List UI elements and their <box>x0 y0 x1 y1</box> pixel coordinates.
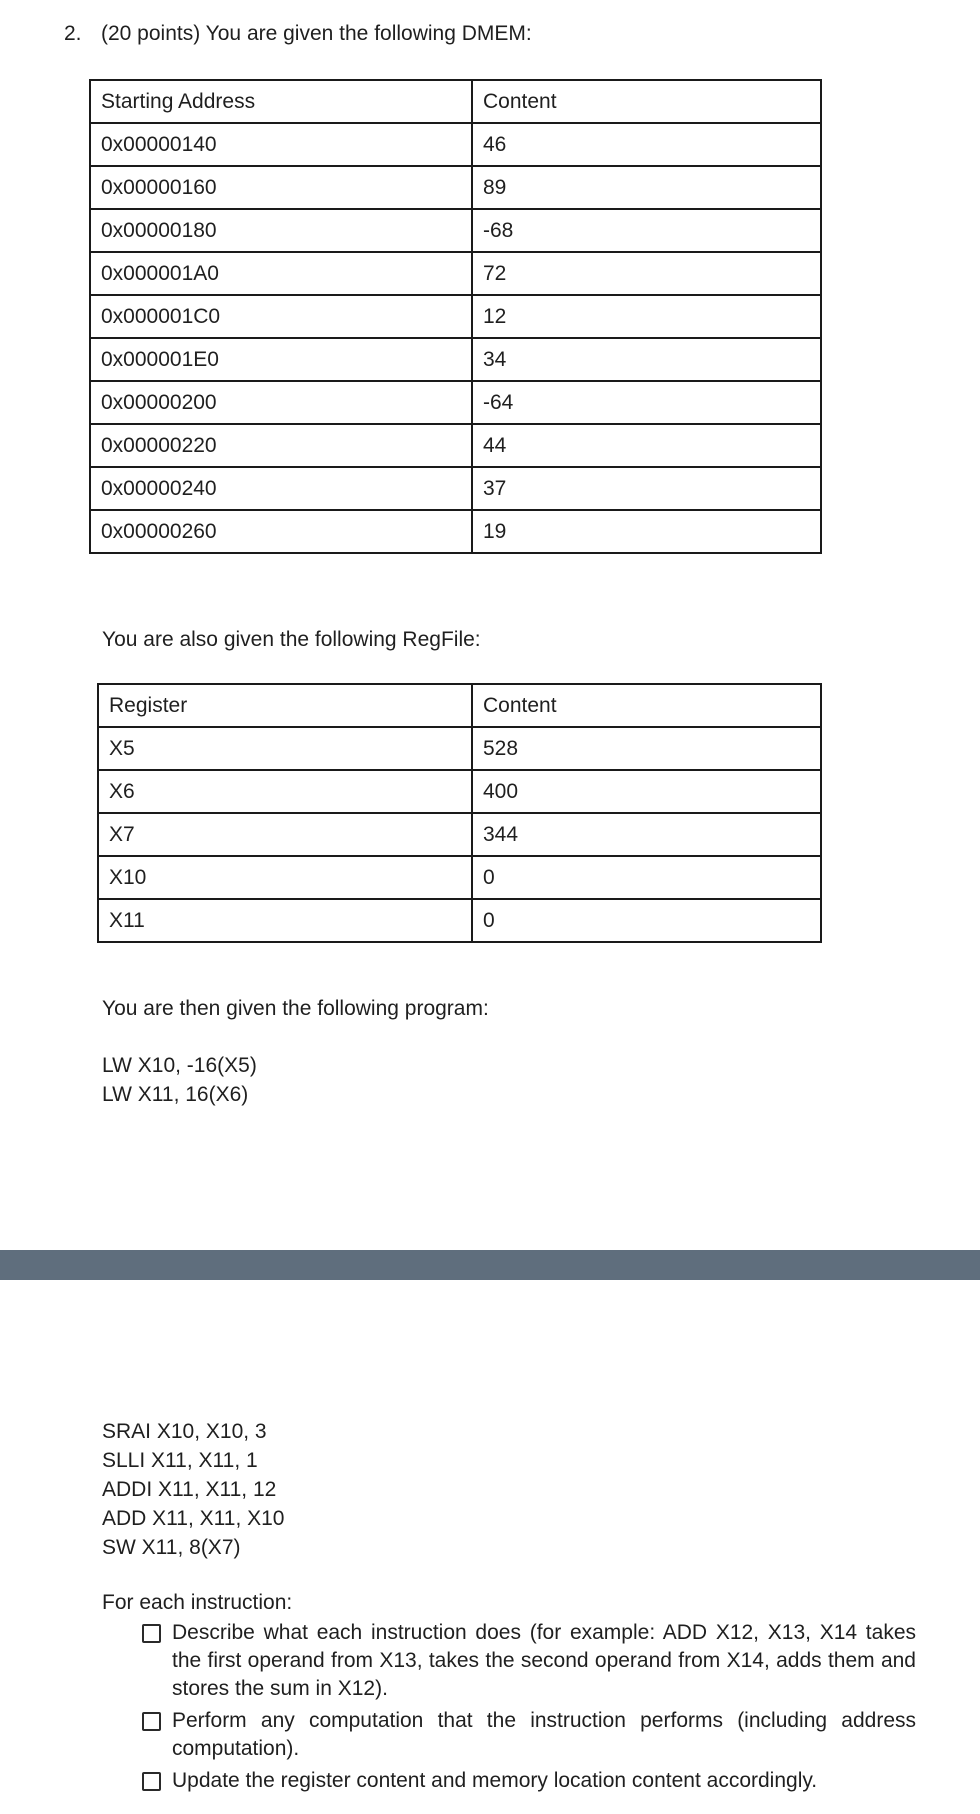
content-cell: 0 <box>472 856 821 899</box>
code-line: ADD X11, X11, X10 <box>102 1507 285 1530</box>
code-line: LW X10, -16(X5) <box>102 1054 257 1077</box>
question-heading <box>64 22 532 46</box>
program-code-part1 <box>102 1051 257 1109</box>
table-row <box>98 727 821 770</box>
question-title: (20 points) You are given the following DMEM: <box>101 22 532 45</box>
column-header: Content <box>472 80 821 123</box>
regfile-intro: You are also given the following RegFile: <box>102 628 481 651</box>
content-cell: 46 <box>472 123 821 166</box>
address-cell: 0x000001C0 <box>90 295 472 338</box>
register-cell: X5 <box>98 727 472 770</box>
content-cell: -64 <box>472 381 821 424</box>
content-cell: 0 <box>472 899 821 942</box>
register-cell: X10 <box>98 856 472 899</box>
table-row <box>90 510 821 553</box>
checklist <box>140 1619 916 1799</box>
content-cell: 34 <box>472 338 821 381</box>
checklist-item-text: Update the register content and memory location content accordingly. <box>172 1769 818 1792</box>
table-row <box>98 813 821 856</box>
code-line: SLLI X11, X11, 1 <box>102 1449 258 1472</box>
content-cell: 44 <box>472 424 821 467</box>
table-row <box>90 338 821 381</box>
address-cell: 0x00000220 <box>90 424 472 467</box>
address-cell: 0x00000260 <box>90 510 472 553</box>
code-line: ADDI X11, X11, 12 <box>102 1478 277 1501</box>
checklist-item <box>140 1767 916 1795</box>
content-cell: 72 <box>472 252 821 295</box>
table-row <box>90 209 821 252</box>
table-row <box>90 295 821 338</box>
code-line: SW X11, 8(X7) <box>102 1536 241 1559</box>
content-cell: 400 <box>472 770 821 813</box>
checkbox-icon[interactable] <box>142 1772 161 1791</box>
address-cell: 0x00000200 <box>90 381 472 424</box>
address-cell: 0x00000180 <box>90 209 472 252</box>
table-row <box>98 899 821 942</box>
column-header: Register <box>98 684 472 727</box>
checklist-item-text: Perform any computation that the instruction performs (including address computation). <box>172 1709 916 1760</box>
content-cell: 12 <box>472 295 821 338</box>
address-cell: 0x00000140 <box>90 123 472 166</box>
register-cell: X11 <box>98 899 472 942</box>
table-row <box>90 424 821 467</box>
instructions-intro: For each instruction: <box>102 1591 293 1614</box>
content-cell: 528 <box>472 727 821 770</box>
program-intro: You are then given the following program: <box>102 997 489 1020</box>
address-cell: 0x00000160 <box>90 166 472 209</box>
table-row <box>90 166 821 209</box>
checkbox-icon[interactable] <box>142 1624 161 1643</box>
column-header: Content <box>472 684 821 727</box>
page-divider-band <box>0 1250 980 1280</box>
register-cell: X6 <box>98 770 472 813</box>
table-row <box>90 252 821 295</box>
content-cell: -68 <box>472 209 821 252</box>
register-cell: X7 <box>98 813 472 856</box>
checklist-item <box>140 1707 916 1763</box>
table-header-row <box>98 684 821 727</box>
code-line: LW X11, 16(X6) <box>102 1083 249 1106</box>
content-cell: 37 <box>472 467 821 510</box>
table-row <box>98 856 821 899</box>
content-cell: 89 <box>472 166 821 209</box>
address-cell: 0x000001E0 <box>90 338 472 381</box>
checklist-item <box>140 1619 916 1703</box>
table-row <box>98 770 821 813</box>
dmem-table <box>89 79 822 554</box>
address-cell: 0x000001A0 <box>90 252 472 295</box>
content-cell: 344 <box>472 813 821 856</box>
content-cell: 19 <box>472 510 821 553</box>
program-code-part2 <box>102 1417 285 1562</box>
checkbox-icon[interactable] <box>142 1712 161 1731</box>
regfile-table <box>97 683 822 943</box>
table-header-row <box>90 80 821 123</box>
table-row <box>90 467 821 510</box>
code-line: SRAI X10, X10, 3 <box>102 1420 267 1443</box>
question-number: 2. <box>64 22 82 45</box>
table-row <box>90 381 821 424</box>
address-cell: 0x00000240 <box>90 467 472 510</box>
checklist-item-text: Describe what each instruction does (for example: ADD X12, X13, X14 takes the first operand from X13, takes the second operand from X14, adds them and stores the sum in X12). <box>172 1621 916 1700</box>
column-header: Starting Address <box>90 80 472 123</box>
table-row <box>90 123 821 166</box>
